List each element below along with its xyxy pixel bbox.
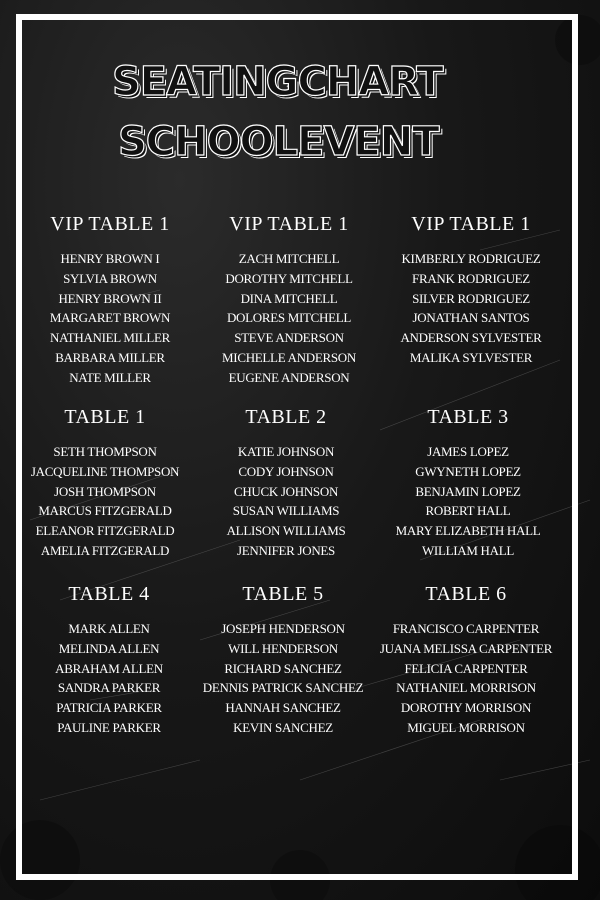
table-heading: TABLE 3 bbox=[427, 406, 509, 428]
guest-name: JUANA MELISSA CARPENTER bbox=[379, 640, 553, 656]
table-heading: TABLE 6 bbox=[425, 583, 507, 605]
guest-name: STEVE ANDERSON bbox=[234, 330, 344, 346]
guest-name: WILLIAM HALL bbox=[421, 542, 515, 558]
table-block-6 bbox=[366, 583, 566, 738]
table-block-4 bbox=[9, 583, 209, 738]
guest-name: MARK ALLEN bbox=[68, 621, 150, 636]
guest-list bbox=[10, 249, 210, 388]
guest-list bbox=[366, 619, 566, 738]
table-block-vip-2 bbox=[189, 213, 389, 388]
guest-name: JACQUELINE THOMPSON bbox=[30, 463, 180, 479]
guest-name: NATHANIEL MILLER bbox=[49, 330, 170, 346]
guest-name: PAULINE PARKER bbox=[57, 719, 161, 735]
table-heading: TABLE 4 bbox=[68, 583, 150, 605]
guest-name: SANDRA PARKER bbox=[57, 680, 161, 696]
guest-name: DOROTHY MITCHELL bbox=[225, 270, 353, 286]
table-block-3 bbox=[368, 406, 568, 561]
guest-name: SILVER RODRIGUEZ bbox=[412, 290, 530, 306]
table-heading: VIP TABLE 1 bbox=[411, 213, 531, 235]
guest-name: HENRY BROWN II bbox=[58, 290, 162, 306]
guest-name: EUGENE ANDERSON bbox=[228, 369, 350, 385]
guest-name: NATE MILLER bbox=[69, 369, 151, 385]
table-block-5 bbox=[183, 583, 383, 738]
guest-name: KIMBERLY RODRIGUEZ bbox=[401, 251, 541, 266]
guest-name: PATRICIA PARKER bbox=[56, 700, 162, 716]
guest-name: MARY ELIZABETH HALL bbox=[395, 523, 541, 539]
guest-name: CODY JOHNSON bbox=[238, 463, 334, 479]
guest-name: MALIKA SYLVESTER bbox=[409, 349, 533, 365]
guest-name: ELEANOR FITZGERALD bbox=[35, 523, 175, 539]
guest-name: DENNIS PATRICK SANCHEZ bbox=[202, 680, 364, 696]
guest-list bbox=[9, 619, 209, 738]
guest-name: MICHELLE ANDERSON bbox=[222, 349, 356, 365]
guest-list bbox=[183, 619, 383, 738]
guest-name: BARBARA MILLER bbox=[55, 349, 165, 365]
guest-name: JOSEPH HENDERSON bbox=[221, 621, 345, 636]
table-block-1 bbox=[5, 406, 205, 561]
guest-name: HENRY BROWN I bbox=[60, 251, 160, 266]
guest-name: AMELIA FITZGERALD bbox=[40, 542, 170, 558]
guest-name: JENNIFER JONES bbox=[236, 542, 335, 558]
guest-name: ALLISON WILLIAMS bbox=[226, 523, 346, 539]
guest-name: DINA MITCHELL bbox=[240, 290, 338, 306]
guest-name: SYLVIA BROWN bbox=[63, 270, 157, 286]
table-block-vip-3 bbox=[371, 213, 571, 368]
guest-list bbox=[5, 442, 205, 561]
guest-name: FELICIA CARPENTER bbox=[404, 660, 528, 676]
table-heading: TABLE 2 bbox=[245, 406, 327, 428]
guest-name: KATIE JOHNSON bbox=[237, 444, 335, 459]
table-block-2 bbox=[186, 406, 386, 561]
guest-name: DOROTHY MORRISON bbox=[400, 700, 532, 716]
guest-name: JONATHAN SANTOS bbox=[412, 310, 530, 326]
table-heading: VIP TABLE 1 bbox=[229, 213, 349, 235]
guest-name: CHUCK JOHNSON bbox=[233, 483, 339, 499]
guest-name: MARGARET BROWN bbox=[49, 310, 171, 326]
guest-name: SETH THOMPSON bbox=[53, 444, 157, 459]
guest-name: SUSAN WILLIAMS bbox=[232, 503, 340, 519]
guest-name: MIGUEL MORRISON bbox=[407, 719, 525, 735]
title-line-2: SCHOOLEVENT bbox=[118, 119, 439, 165]
guest-name: MARCUS FITZGERALD bbox=[38, 503, 172, 519]
guest-name: ABRAHAM ALLEN bbox=[55, 660, 163, 676]
guest-name: DOLORES MITCHELL bbox=[226, 310, 352, 326]
guest-name: NATHANIEL MORRISON bbox=[396, 680, 536, 696]
guest-name: ROBERT HALL bbox=[425, 503, 511, 519]
guest-name: KEVIN SANCHEZ bbox=[233, 719, 333, 735]
table-block-vip-1 bbox=[10, 213, 210, 388]
guest-name: WILL HENDERSON bbox=[228, 640, 338, 656]
table-heading: TABLE 5 bbox=[242, 583, 324, 605]
guest-list bbox=[368, 442, 568, 561]
guest-name: FRANCISCO CARPENTER bbox=[392, 621, 540, 636]
guest-name: MELINDA ALLEN bbox=[58, 640, 160, 656]
guest-name: HANNAH SANCHEZ bbox=[225, 700, 341, 716]
guest-name: ANDERSON SYLVESTER bbox=[400, 330, 542, 346]
guest-list bbox=[186, 442, 386, 561]
guest-list bbox=[371, 249, 571, 368]
table-heading: VIP TABLE 1 bbox=[50, 213, 170, 235]
guest-name: RICHARD SANCHEZ bbox=[224, 660, 342, 676]
guest-name: FRANK RODRIGUEZ bbox=[412, 270, 530, 286]
title-line-1: SEATINGCHART bbox=[112, 59, 443, 105]
guest-name: JOSH THOMPSON bbox=[54, 483, 156, 499]
guest-name: JAMES LOPEZ bbox=[427, 444, 509, 459]
guest-name: ZACH MITCHELL bbox=[238, 251, 340, 266]
guest-name: BENJAMIN LOPEZ bbox=[415, 483, 521, 499]
table-heading: TABLE 1 bbox=[64, 406, 146, 428]
guest-list bbox=[189, 249, 389, 388]
guest-name: GWYNETH LOPEZ bbox=[415, 463, 521, 479]
